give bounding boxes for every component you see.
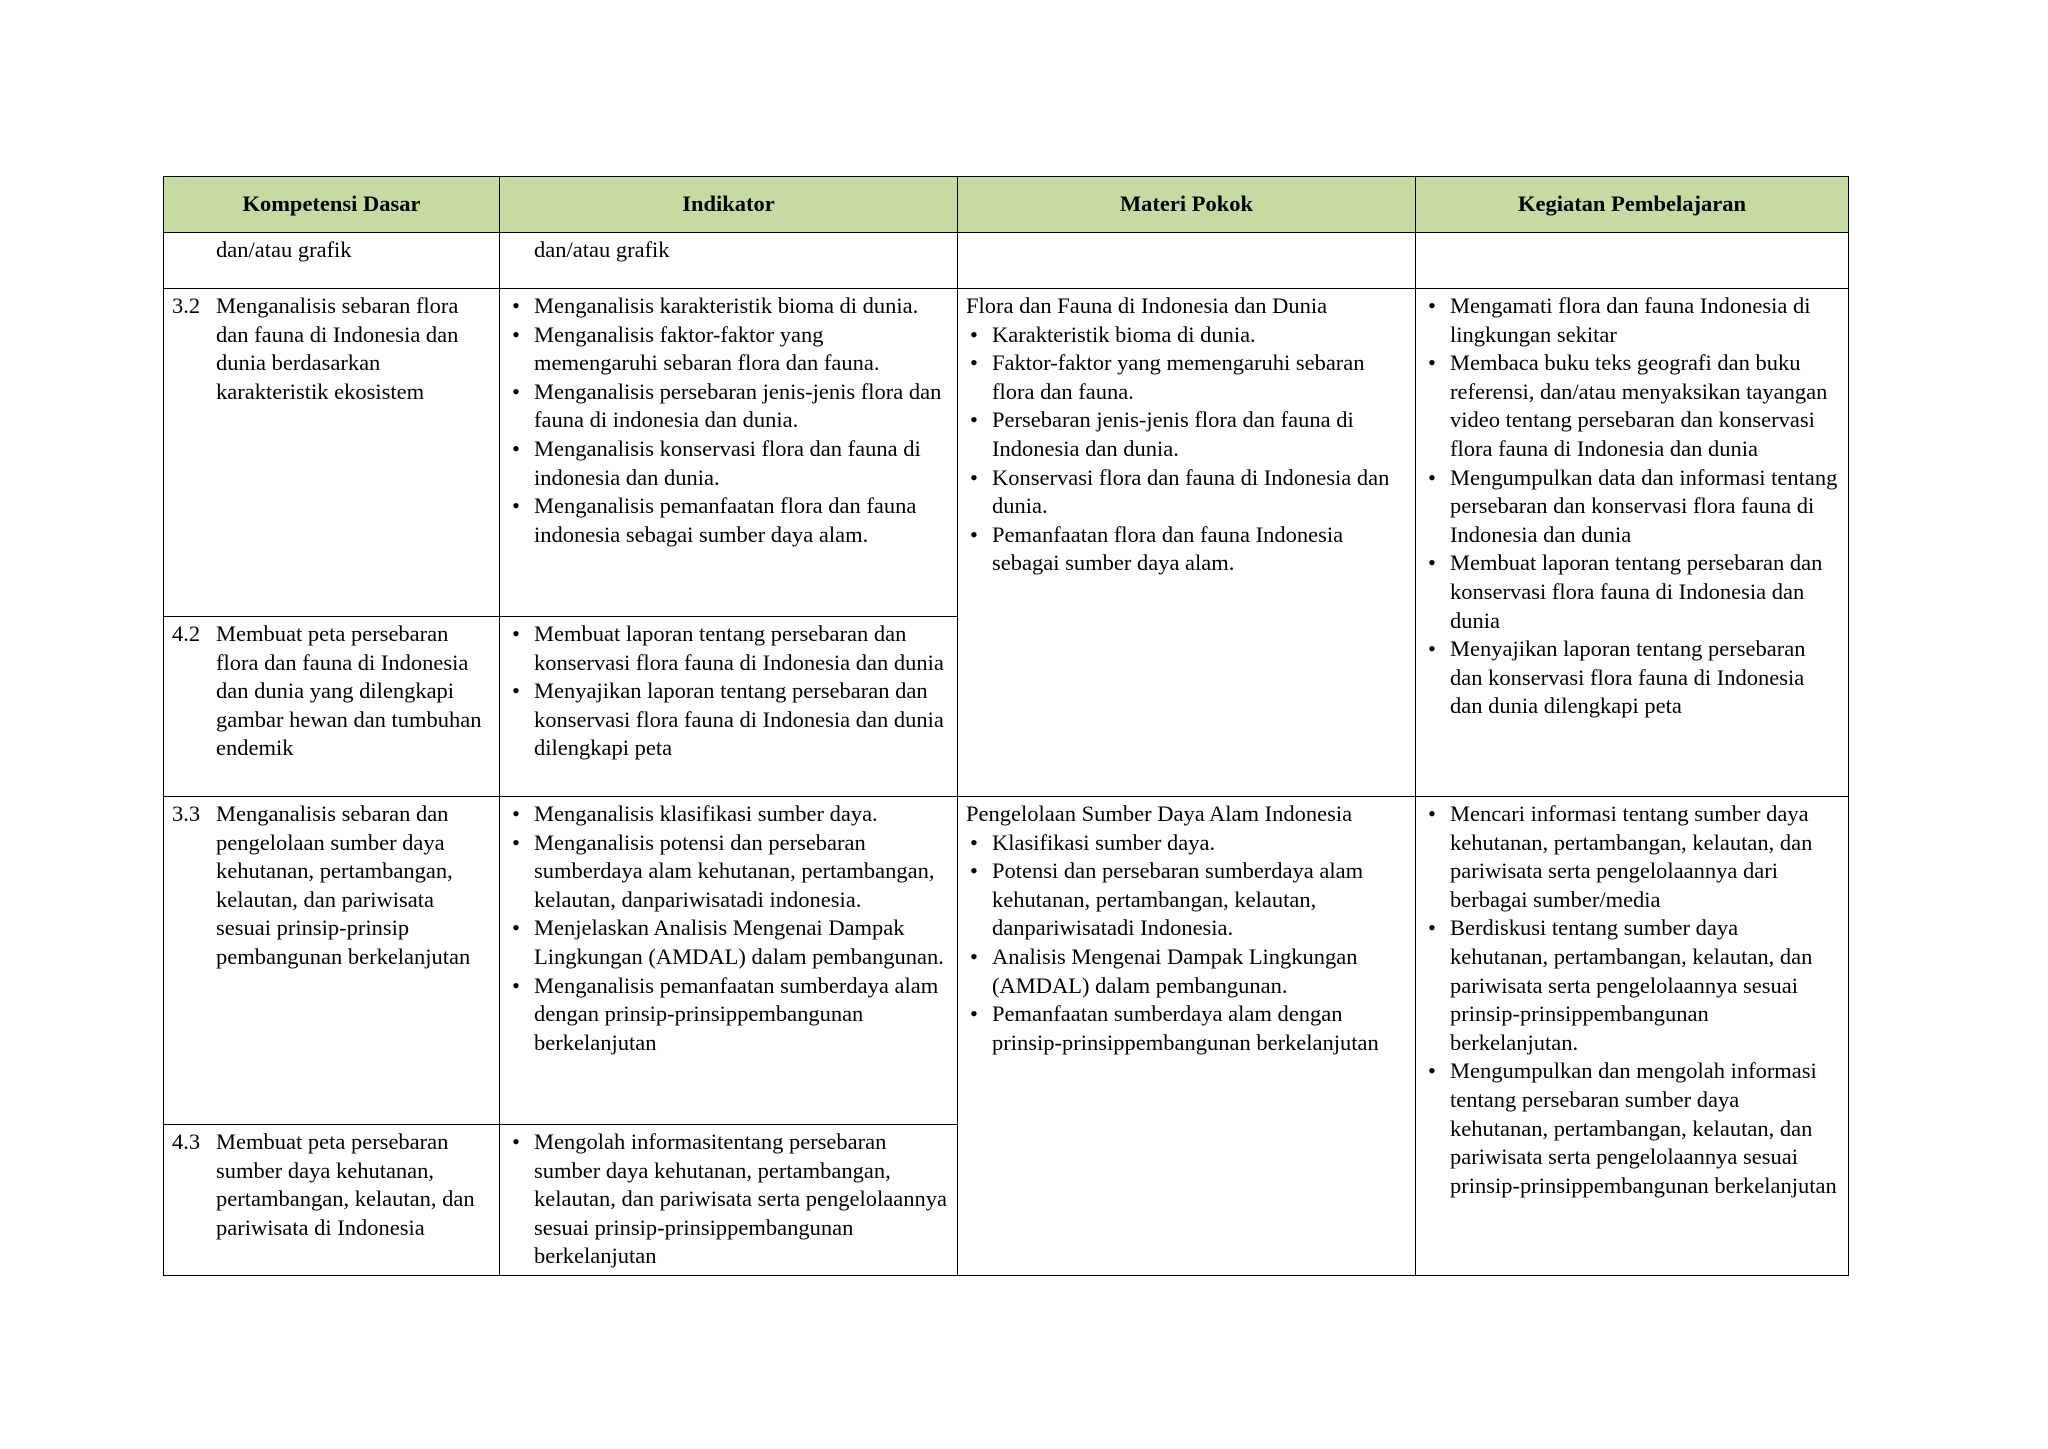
list-item: • Mencari informasi tentang sumber daya kehutanan, pertambangan, kelautan, dan pariwisata serta pengelolaannya dari berbagai sumber/media [1424,800,1840,914]
kd-number: 4.3 [172,1129,201,1154]
list-item: • Mengolah informasitentang persebaran sumber daya kehutanan, pertambangan, kelautan, dan pariwisata serta pengelolaannya sesuai prinsip-prinsippembangunan berkelanjutan [508,1128,949,1271]
kd-text: Membuat peta persebaran sumber daya kehutanan, pertambangan, kelautan, dan pariwisata di Indonesia [216,1129,475,1240]
list-item: • Berdiskusi tentang sumber daya kehutanan, pertambangan, kelautan, dan pariwisata serta pengelolaannya sesuai prinsip-prinsippembangunan berkelanjutan. [1424,914,1840,1057]
table-row [164,289,1849,617]
list-item: • Mengamati flora dan fauna Indonesia di lingkungan sekitar [1424,292,1840,349]
kd-cell [164,289,500,617]
list-item: • Konservasi flora dan fauna di Indonesia dan dunia. [966,464,1407,521]
kd-cell [164,797,500,1125]
kd-number: 3.3 [172,801,201,826]
list-item: • Klasifikasi sumber daya. [966,829,1407,858]
continued-indikator-cell [500,233,958,289]
list-item: • Menganalisis potensi dan persebaran sumberdaya alam kehutanan, pertambangan, kelautan, danpariwisatadi indonesia. [508,829,949,915]
kd-text: Membuat peta persebaran flora dan fauna di Indonesia dan dunia yang dilengkapi gambar hewan dan tumbuhan endemik [216,621,482,761]
header-kompetensi-dasar: Kompetensi Dasar [164,177,500,233]
list-item: • Karakteristik bioma di dunia. [966,321,1407,350]
continued-kd-cell [164,233,500,289]
list-item: • Menganalisis pemanfaatan sumberdaya alam dengan prinsip-prinsippembangunan berkelanjutan [508,972,949,1058]
indikator-cell [500,617,958,797]
materi-title: Flora dan Fauna di Indonesia dan Dunia [966,293,1328,318]
list-item: • Menganalisis persebaran jenis-jenis flora dan fauna di indonesia dan dunia. [508,378,949,435]
list-item: • Potensi dan persebaran sumberdaya alam kehutanan, pertambangan, kelautan, danpariwisatadi Indonesia. [966,857,1407,943]
list-item: • Analisis Mengenai Dampak Lingkungan (AMDAL) dalam pembangunan. [966,943,1407,1000]
kd-text: Menganalisis sebaran flora dan fauna di Indonesia dan dunia berdasarkan karakteristik ekosistem [216,293,459,404]
kegiatan-cell [1416,289,1849,797]
list-item: • Pemanfaatan sumberdaya alam dengan prinsip-prinsippembangunan berkelanjutan [966,1000,1407,1057]
indikator-cell [500,797,958,1125]
continued-indikator-text: dan/atau grafik [534,237,670,262]
header-materi-pokok: Materi Pokok [958,177,1416,233]
kd-number: 3.2 [172,293,201,318]
header-indikator: Indikator [500,177,958,233]
list-item: • Membuat laporan tentang persebaran dan konservasi flora fauna di Indonesia dan dunia [1424,549,1840,635]
continuation-row [164,233,1849,289]
list-item: • Pemanfaatan flora dan fauna Indonesia sebagai sumber daya alam. [966,521,1407,578]
materi-title: Pengelolaan Sumber Daya Alam Indonesia [966,801,1353,826]
header-row [164,177,1849,233]
list-item: • Menjelaskan Analisis Mengenai Dampak Lingkungan (AMDAL) dalam pembangunan. [508,914,949,971]
list-item: • Menganalisis konservasi flora dan fauna di indonesia dan dunia. [508,435,949,492]
list-item: • Faktor-faktor yang memengaruhi sebaran flora dan fauna. [966,349,1407,406]
list-item: • Menganalisis karakteristik bioma di dunia. [508,292,949,321]
list-item: • Mengumpulkan dan mengolah informasi tentang persebaran sumber daya kehutanan, pertambangan, kelautan, dan pariwisata serta pengelolaannya sesuai prinsip-prinsippembangunan berkelanjutan [1424,1057,1840,1200]
indikator-cell [500,1125,958,1276]
materi-cell [958,797,1416,1276]
list-item: • Menganalisis klasifikasi sumber daya. [508,800,949,829]
kd-number: 4.2 [172,621,201,646]
list-item: • Mengumpulkan data dan informasi tentang persebaran dan konservasi flora fauna di Indonesia dan dunia [1424,464,1840,550]
table-row [164,797,1849,1125]
indikator-cell [500,289,958,617]
kd-text: Menganalisis sebaran dan pengelolaan sumber daya kehutanan, pertambangan, kelautan, dan pariwisata sesuai prinsip-prinsip pembangunan berkelanjutan [216,801,471,969]
kd-cell [164,1125,500,1276]
header-kegiatan-pembelajaran: Kegiatan Pembelajaran [1416,177,1849,233]
continued-materi-cell [958,233,1416,289]
continued-kd-text: dan/atau grafik [216,237,352,262]
list-item: • Membuat laporan tentang persebaran dan konservasi flora fauna di Indonesia dan dunia [508,620,949,677]
syllabus-table [163,176,1849,1276]
list-item: • Persebaran jenis-jenis flora dan fauna di Indonesia dan dunia. [966,406,1407,463]
list-item: • Menganalisis faktor-faktor yang memengaruhi sebaran flora dan fauna. [508,321,949,378]
kegiatan-cell [1416,797,1849,1276]
list-item: • Menyajikan laporan tentang persebaran dan konservasi flora fauna di Indonesia dan dunia dilengkapi peta [508,677,949,763]
list-item: • Menyajikan laporan tentang persebaran dan konservasi flora fauna di Indonesia dan dunia dilengkapi peta [1424,635,1840,721]
kd-cell [164,617,500,797]
list-item: • Menganalisis pemanfaatan flora dan fauna indonesia sebagai sumber daya alam. [508,492,949,549]
continued-kegiatan-cell [1416,233,1849,289]
list-item: • Membaca buku teks geografi dan buku referensi, dan/atau menyaksikan tayangan video tentang persebaran dan konservasi flora fauna di Indonesia dan dunia [1424,349,1840,463]
materi-cell [958,289,1416,797]
